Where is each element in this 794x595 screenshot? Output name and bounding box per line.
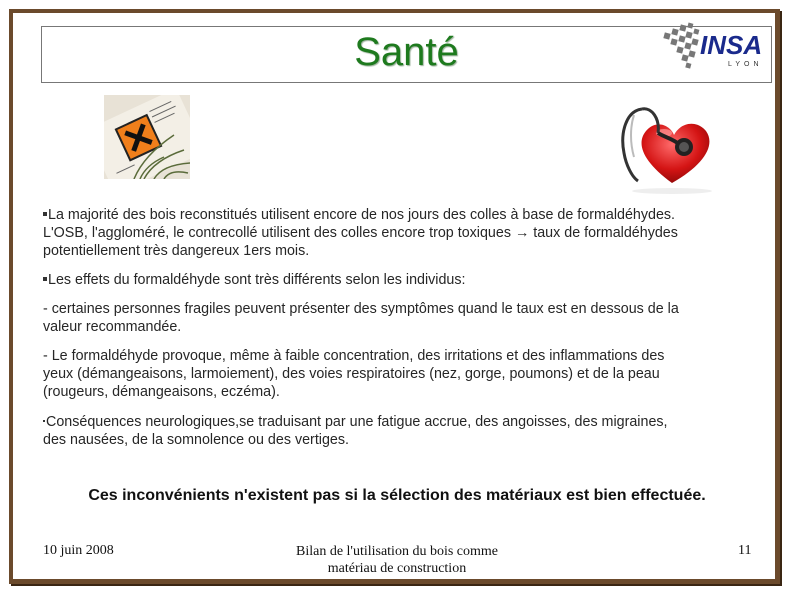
footer-date: 10 juin 2008 [43,543,114,558]
p1-line3: potentiellement très dangereux 1ers mois. [43,243,310,259]
footer-center [260,543,534,577]
p1-line1: La majorité des bois reconstitués utilisent encore de nos jours des colles à base de formaldéhydes. [48,207,676,223]
p2-text: Les effets du formaldéhyde sont très différents selon les individus: [48,272,466,288]
paragraph-1 [43,206,763,260]
page-title: Santé [354,30,459,74]
p5-line2: des nausées, de la somnolence ou des vertiges. [43,432,349,448]
bullet-icon [43,277,47,281]
insa-logo [662,19,770,79]
p3-line1: - certaines personnes fragiles peuvent présenter des symptômes quand le taux est en dessous de la [43,301,679,317]
p4-line3: (rougeurs, démangeaisons, eczéma). [43,384,280,400]
p5-line1: Conséquences neurologiques,se traduisant par une fatigue accrue, des angoisses, des migraines, [46,414,668,430]
paragraph-4 [43,347,763,401]
insa-logo-sub: LYON [728,61,763,68]
bullet-icon [43,420,45,422]
harmful-label-image [104,95,190,179]
p1-line2-end: taux de formaldéhydes [533,225,678,241]
right-arrow-icon: → [514,225,530,241]
paragraph-2 [43,271,763,289]
paragraph-3 [43,300,763,336]
footer-center-line1: Bilan de l'utilisation du bois comme [295,544,498,559]
conclusion-text: Ces inconvénients n'existent pas si la sélection des matériaux est bien effectuée. [88,487,706,504]
footer-center-line2: matériau de construction [327,561,467,576]
p3-line2: valeur recommandée. [43,319,182,335]
bullet-icon [43,212,47,216]
p4-line2: yeux (démangeaisons, larmoiement), des voies respiratoires (nez, gorge, poumons) et de la peau [43,366,660,382]
page-number: 11 [738,543,752,558]
p4-line1: - Le formaldéhyde provoque, même à faible concentration, des irritations et des inflammations des [43,348,665,364]
p1-line2: L'OSB, l'aggloméré, le contrecollé utilisent des colles encore trop toxiques [43,225,511,241]
stethoscope-heart-image [612,103,720,195]
paragraph-5 [43,413,763,449]
insa-logo-name: INSA [700,30,763,60]
